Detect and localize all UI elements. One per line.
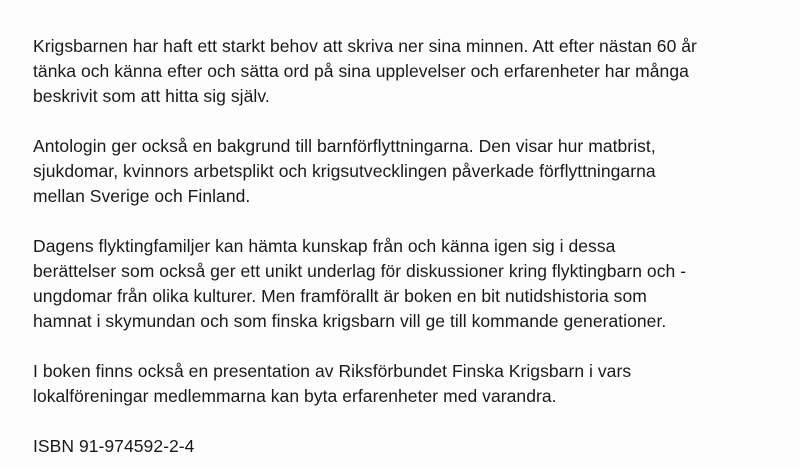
text-line: I boken finns också en presentation av Riksförbundet Finska Krigsbarn i vars bbox=[33, 361, 632, 381]
text-line: sjukdomar, kvinnors arbetsplikt och krigsutvecklingen påverkade förflyttningarna bbox=[33, 161, 656, 181]
document-text bbox=[33, 34, 793, 459]
text-line: mellan Sverige och Finland. bbox=[33, 186, 251, 206]
isbn-number: ISBN 91-974592-2-4 bbox=[33, 436, 195, 456]
text-line: Dagens flyktingfamiljer kan hämta kunskap från och känna igen sig i dessa bbox=[33, 236, 616, 256]
paragraph-refugee-families bbox=[33, 234, 793, 334]
text-line: ungdomar från olika kulturer. Men framförallt är boken en bit nutidshistoria som bbox=[33, 286, 647, 306]
text-line: hamnat i skymundan och som finska krigsbarn vill ge till kommande generationer. bbox=[33, 311, 667, 331]
text-line: tänka och känna efter och sätta ord på sina upplevelser och erfarenheter har många bbox=[33, 61, 689, 81]
text-line: Antologin ger också en bakgrund till barnförflyttningarna. Den visar hur matbrist, bbox=[33, 136, 656, 156]
text-line: lokalföreningar medlemmarna kan byta erfarenheter med varandra. bbox=[33, 386, 557, 406]
paragraph-association bbox=[33, 359, 793, 409]
text-line: Krigsbarnen har haft ett starkt behov att skriva ner sina minnen. Att efter nästan 60 år bbox=[33, 36, 697, 56]
text-line: berättelser som också ger ett unikt underlag för diskussioner kring flyktingbarn och - bbox=[33, 261, 687, 281]
paragraph-background bbox=[33, 134, 793, 209]
paragraph-memories bbox=[33, 34, 793, 109]
text-line: beskrivit som att hitta sig själv. bbox=[33, 86, 270, 106]
